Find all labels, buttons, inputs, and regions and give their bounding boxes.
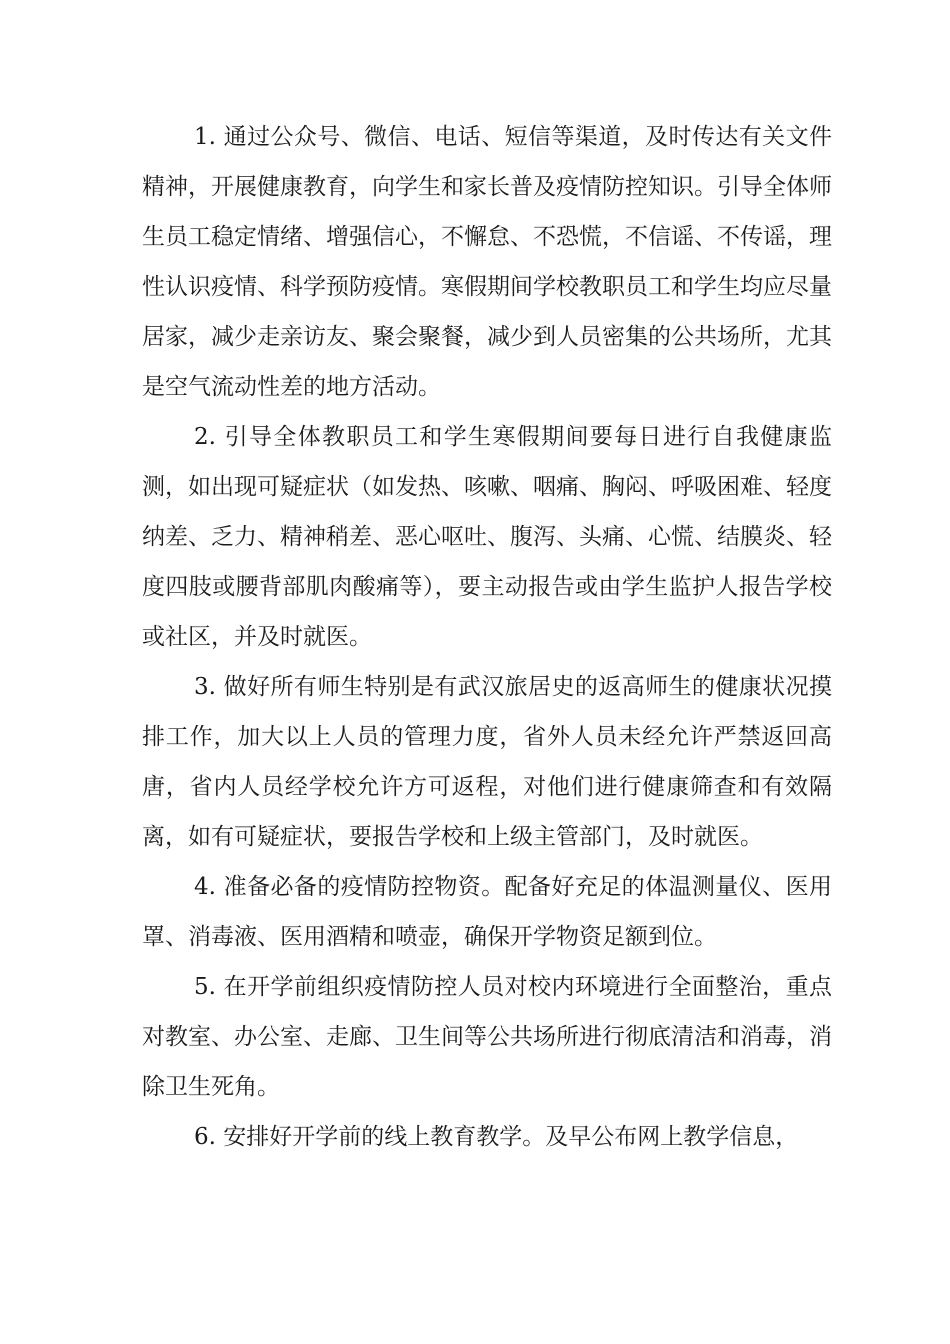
paragraph-3: 3. 做好所有师生特别是有武汉旅居史的返高师生的健康状况摸排工作，加大以上人员的管理力度，省外人员未经允许严禁返回高唐，省内人员经学校允许方可返程，对他们进行健康筛查和有效隔离，如有可疑症状，要报告学校和上级主管部门，及时就医。 — [142, 674, 832, 850]
paragraph-6: 6. 安排好开学前的线上教育教学。及早公布网上教学信息， — [194, 1124, 799, 1150]
paragraph-5: 5. 在开学前组织疫情防控人员对校内环境进行全面整治，重点对教室、办公室、走廊、卫生间等公共场所进行彻底清洁和消毒，消除卫生死角。 — [142, 974, 832, 1100]
paragraph-1: 1. 通过公众号、微信、电话、短信等渠道，及时传达有关文件精神，开展健康教育，向学生和家长普及疫情防控知识。引导全体师生员工稳定情绪、增强信心，不懈怠、不恐慌，不信谣、不传谣，理性认识疫情、科学预防疫情。寒假期间学校教职员工和学生均应尽量居家，减少走亲访友、聚会聚餐，减少到人员密集的公共场所，尤其是空气流动性差的地方活动。 — [142, 124, 832, 400]
document-body — [142, 112, 832, 1162]
paragraph-4: 4. 准备必备的疫情防控物资。配备好充足的体温测量仪、医用罩、消毒液、医用酒精和喷壶，确保开学物资足额到位。 — [142, 874, 832, 950]
paragraph-2: 2. 引导全体教职员工和学生寒假期间要每日进行自我健康监测，如出现可疑症状（如发热、咳嗽、咽痛、胸闷、呼吸困难、轻度纳差、乏力、精神稍差、恶心呕吐、腹泻、头痛、心慌、结膜炎、轻度四肢或腰背部肌肉酸痛等），要主动报告或由学生监护人报告学校或社区，并及时就医。 — [142, 424, 832, 650]
